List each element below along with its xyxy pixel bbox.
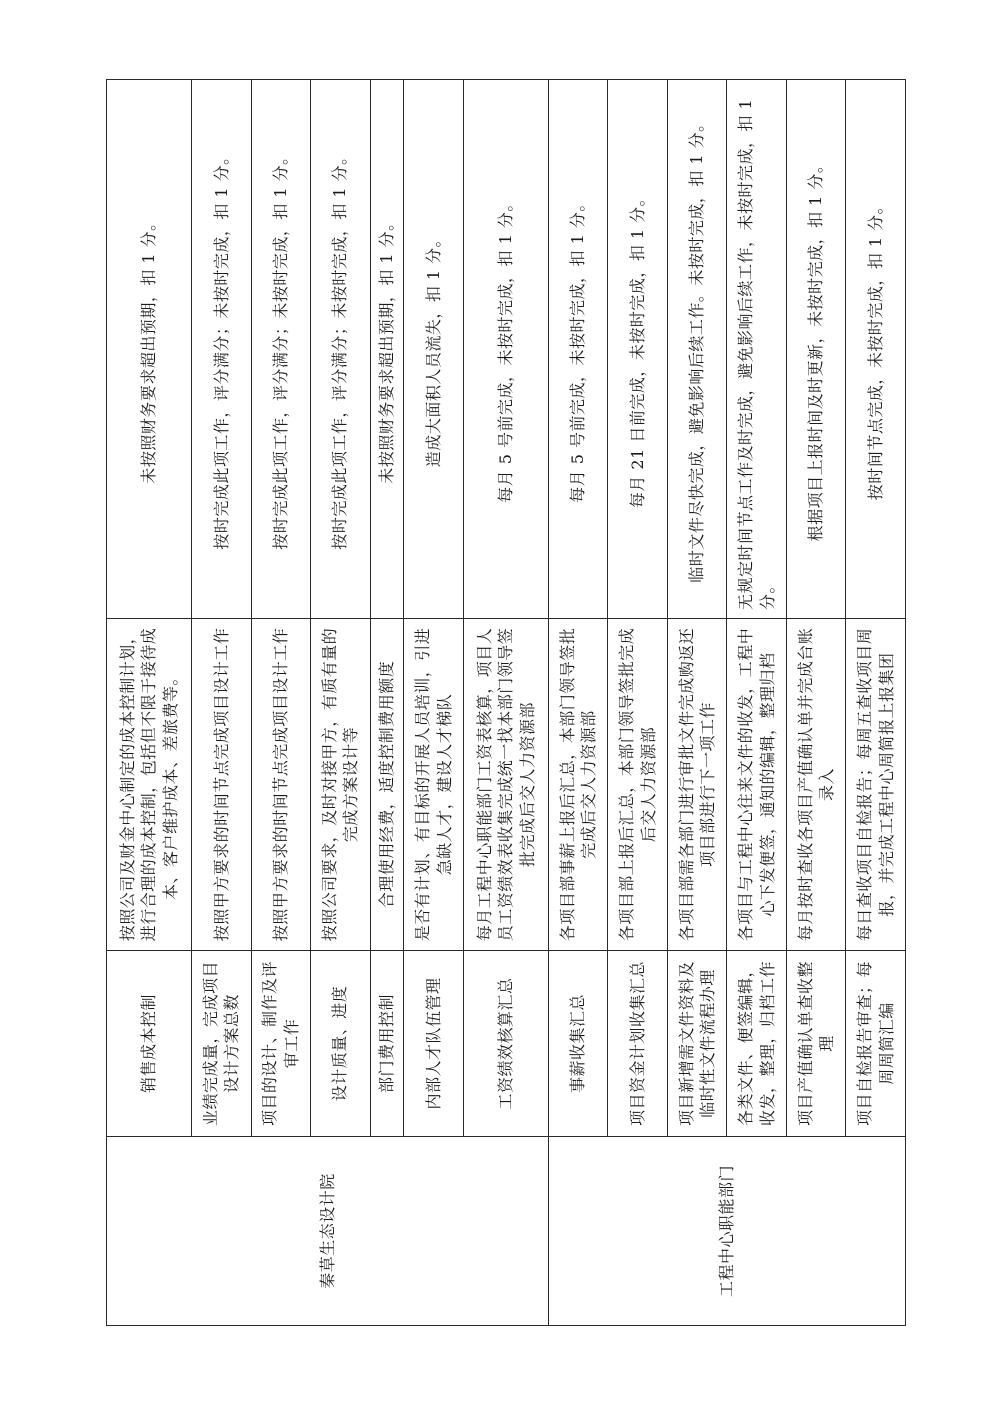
standard-cell: 未按照财务要求超出预期，扣 1 分。: [107, 80, 192, 619]
standard-cell: 按时间节点完成，未按时完成，扣 1 分。: [846, 80, 906, 619]
content-cell: 按照甲方要求的时间节点完成项目设计工作: [192, 619, 251, 951]
task-cell: 项目产值确认单查收整理: [786, 951, 845, 1137]
task-cell: 工资绩效核算汇总: [463, 951, 548, 1137]
assessment-table: [106, 79, 906, 1326]
content-cell: 按照甲方要求的时间节点完成项目设计工作: [251, 619, 310, 951]
standard-cell: 造成大面积人员流失，扣 1 分。: [404, 80, 463, 619]
content-cell: 是否有计划、有目标的开展人员培训，引进急缺人才，建设人才梯队: [404, 619, 463, 951]
content-cell: 每日查收项目自检报告；每周五查收项目周报，并完成工程中心周简报上报集团: [846, 619, 906, 951]
table-row: [548, 80, 607, 1326]
task-cell: 项目自检报告审查；每周周简汇编: [846, 951, 906, 1137]
group-cell: 工程中心职能部门: [548, 1137, 905, 1326]
task-cell: 设计质量、进度: [311, 951, 370, 1137]
group-cell: 秦草生态设计院: [107, 1137, 549, 1326]
task-cell: 项目的设计、制作及评审工作: [251, 951, 310, 1137]
content-cell: 按照公司要求，及时对接甲方，有质有量的完成方案设计等: [311, 619, 370, 951]
content-cell: 按照公司及财金中心制定的成本控制计划，进行合理的成本控制，包括但不限于接待成本、客户维护成本、差旅费等。: [107, 619, 192, 951]
standard-cell: 按时完成此项工作，评分满分；未按时完成，扣 1 分。: [251, 80, 310, 619]
standard-cell: 按时完成此项工作，评分满分；未按时完成，扣 1 分。: [311, 80, 370, 619]
task-cell: 内部人才队伍管理: [404, 951, 463, 1137]
table-row: [107, 80, 192, 1326]
content-cell: 各项目部上报后汇总，本部门领导签批完成后交人力资源部: [608, 619, 667, 951]
standard-cell: 每月 21 日前完成，未按时完成，扣 1 分。: [608, 80, 667, 619]
standard-cell: 每月 5 号前完成，未按时完成，扣 1 分。: [548, 80, 607, 619]
task-cell: 事薪收集汇总: [548, 951, 607, 1137]
standard-cell: 按时完成此项工作，评分满分；未按时完成，扣 1 分。: [192, 80, 251, 619]
content-cell: 每月工程中心职能部门工资表核算，项目人员工资绩效表收集完成统一找本部门领导签批完成后交人力资源部: [463, 619, 548, 951]
task-cell: 项目资金计划收集汇总: [608, 951, 667, 1137]
content-cell: 各项目部需各部门进行审批文件完成购返还项目部进行下一项工作: [667, 619, 726, 951]
standard-cell: 每月 5 号前完成，未按时完成，扣 1 分。: [463, 80, 548, 619]
content-cell: 每月按时查收各项目产值确认单并完成台账录入: [786, 619, 845, 951]
task-cell: 部门费用控制: [370, 951, 404, 1137]
task-cell: 业绩完成量，完成项目设计方案总数: [192, 951, 251, 1137]
content-cell: 各项目与工程中心往来文件的收发，工程中心下发便签，通知的编辑，整理归档: [727, 619, 786, 951]
task-cell: 销售成本控制: [107, 951, 192, 1137]
task-cell: 各类文件、便签编辑，收发，整理，归档工作: [727, 951, 786, 1137]
standard-cell: 无规定时间节点工作及时完成，避免影响后续工作，未按时完成，扣 1 分。: [727, 80, 786, 619]
standard-cell: 根据项目上报时间及时更新，未按时完成，扣 1 分。: [786, 80, 845, 619]
standard-cell: 临时文件尽快完成，避免影响后续工作。未按时完成，扣 1 分。: [667, 80, 726, 619]
content-cell: 各项目部事薪上报后汇总，本部门领导签批完成后交人力资源部: [548, 619, 607, 951]
standard-cell: 未按照财务要求超出预期，扣 1 分。: [370, 80, 404, 619]
content-cell: 合理使用经费，适度控制费用额度: [370, 619, 404, 951]
task-cell: 项目新增需文件资料及临时性文件流程办理: [667, 951, 726, 1137]
